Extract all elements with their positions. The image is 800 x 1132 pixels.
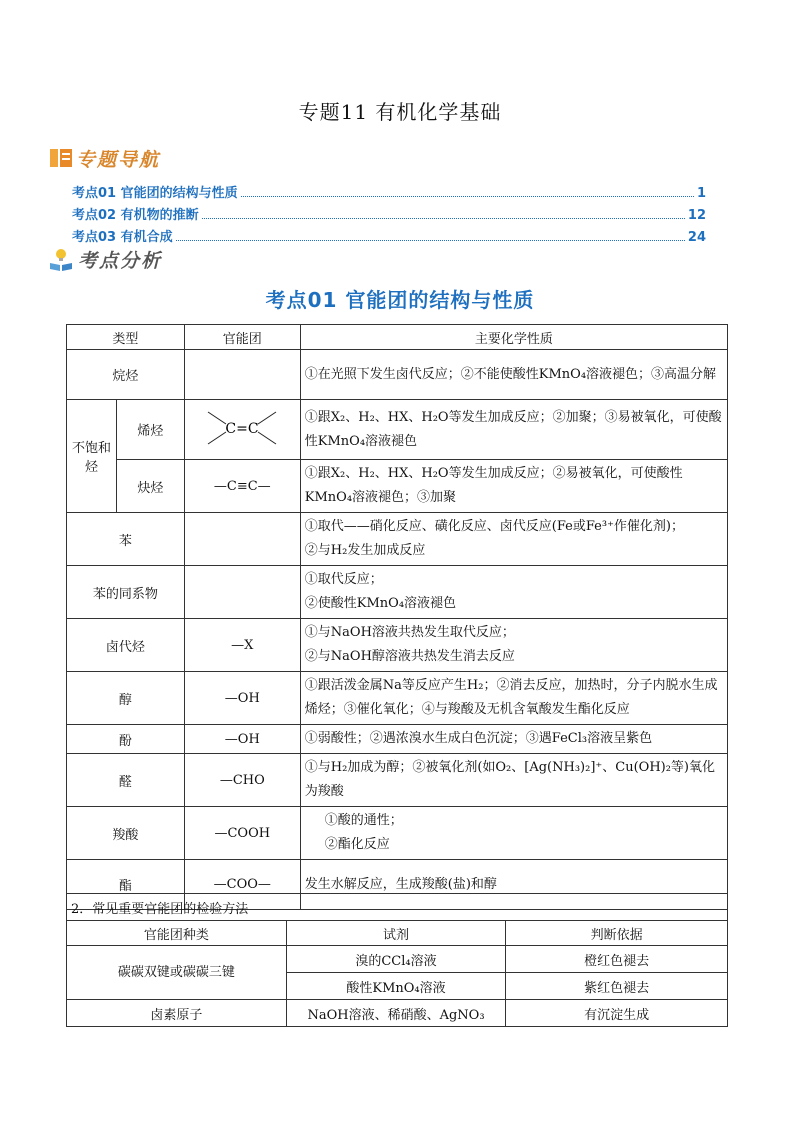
table-row (67, 672, 728, 725)
row-props: ①在光照下发生卤代反应；②不能使酸性KMnO₄溶液褪色；③高温分解 (300, 350, 727, 400)
row-group: —X (184, 619, 300, 672)
row-group: —COO— (184, 860, 300, 910)
toc-item-label[interactable]: 考点03 有机合成 (72, 230, 173, 245)
row-props: 发生水解反应，生成羧酸(盐)和醇 (300, 860, 727, 910)
row-prop-line: ②酯化反应 (324, 837, 390, 852)
row-type: 苯 (67, 513, 185, 566)
table-of-contents (72, 182, 706, 248)
table-row (67, 513, 728, 566)
row-type: 羧酸 (67, 807, 185, 860)
table-row (67, 946, 728, 973)
row-type: 醛 (67, 754, 185, 807)
lightbulb-book-icon (48, 246, 74, 272)
row-type: 酯 (67, 860, 185, 910)
row-props: ①跟X₂、H₂、HX、H₂O等发生加成反应；②易被氧化，可使酸性KMnO₄溶液褪色；③加聚 (300, 460, 727, 513)
table-row (67, 400, 728, 460)
header-basis: 判断依据 (506, 921, 728, 946)
row-group (184, 566, 300, 619)
alkene-formula: C=C (225, 420, 259, 437)
row-group: —CHO (184, 754, 300, 807)
analysis-header-label: 考点分析 (78, 249, 163, 272)
row-type: 烯烃 (116, 400, 184, 460)
row-props (300, 807, 727, 860)
functional-group-table (66, 324, 728, 910)
table-row (67, 725, 728, 754)
row-prop-line: ②与NaOH醇溶液共热发生消去反应 (304, 649, 515, 664)
toc-item-label[interactable]: 考点01 官能团的结构与性质 (72, 186, 238, 201)
row-prop-line: ①酸的通性； (324, 813, 403, 828)
row-props: ①跟X₂、H₂、HX、H₂O等发生加成反应；②加聚；③易被氧化，可使酸性KMnO₄溶液褪色 (300, 400, 727, 460)
analysis-header (48, 244, 162, 274)
table-row (67, 619, 728, 672)
alkene-structure (190, 404, 294, 452)
toc-item[interactable] (72, 204, 706, 226)
row-props: ①跟活泼金属Na等反应产生H₂；②消去反应，加热时，分子内脱水生成烯烃；③催化氧化；④与羧酸及无机含氧酸发生酯化反应 (300, 672, 727, 725)
toc-item-page[interactable]: 24 (687, 230, 706, 245)
row-group: —COOH (184, 807, 300, 860)
toc-item-page[interactable]: 1 (696, 186, 706, 201)
toc-leader (176, 240, 685, 241)
row-prop-line: ②与H₂发生加成反应 (304, 543, 426, 558)
row-reagent: 酸性KMnO₄溶液 (286, 973, 506, 1000)
nav-header (48, 143, 160, 173)
book-icon (48, 145, 74, 171)
row-type: 烷烃 (67, 350, 185, 400)
section-title: 考点01 官能团的结构与性质 (265, 288, 535, 312)
header-props: 主要化学性质 (300, 325, 727, 350)
row-type: 酚 (67, 725, 185, 754)
row-basis: 橙红色褪去 (506, 946, 728, 973)
toc-item-page[interactable]: 12 (687, 208, 706, 223)
table-note-row (67, 894, 728, 921)
table-row (67, 807, 728, 860)
row-kind: 碳碳双键或碳碳三键 (67, 946, 287, 1000)
row-type: 炔烃 (116, 460, 184, 513)
toc-leader (241, 196, 694, 197)
toc-item-label[interactable]: 考点02 有机物的推断 (72, 208, 199, 223)
toc-leader (202, 218, 685, 219)
row-props: ①弱酸性；②遇浓溴水生成白色沉淀；③遇FeCl₃溶液呈紫色 (300, 725, 727, 754)
table-header-row (67, 921, 728, 946)
row-basis: 有沉淀生成 (506, 1000, 728, 1027)
row-prop-line: ①取代——硝化反应、磺化反应、卤代反应(Fe或Fe³⁺作催化剂)； (304, 519, 685, 534)
row-props (300, 566, 727, 619)
table-note: 2．常见重要官能团的检验方法 (67, 894, 728, 921)
row-props (300, 513, 727, 566)
row-reagent: NaOH溶液、稀硝酸、AgNO₃ (286, 1000, 506, 1027)
table-row (67, 1000, 728, 1027)
toc-item[interactable] (72, 182, 706, 204)
row-type: 苯的同系物 (67, 566, 185, 619)
row-group (184, 513, 300, 566)
row-type: 醇 (67, 672, 185, 725)
row-group (184, 350, 300, 400)
table-row (67, 460, 728, 513)
row-group: —OH (184, 672, 300, 725)
row-parent: 不饱和烃 (67, 400, 117, 513)
row-group: —C≡C— (184, 460, 300, 513)
test-method-table (66, 893, 728, 1027)
row-group (184, 400, 300, 460)
table-row (67, 566, 728, 619)
nav-header-label: 专题导航 (76, 148, 161, 171)
row-basis: 紫红色褪去 (506, 973, 728, 1000)
page-title: 专题11 有机化学基础 (298, 100, 502, 124)
row-prop-line: ①与NaOH溶液共热发生取代反应； (304, 625, 515, 640)
toc-item[interactable] (72, 226, 706, 248)
row-reagent: 溴的CCl₄溶液 (286, 946, 506, 973)
table-row (67, 350, 728, 400)
header-type: 类型 (67, 325, 185, 350)
row-props: ①与H₂加成为醇；②被氧化剂(如O₂、[Ag(NH₃)₂]⁺、Cu(OH)₂等)氧化为羧酸 (300, 754, 727, 807)
header-reagent: 试剂 (286, 921, 506, 946)
table-row (67, 754, 728, 807)
row-kind: 卤素原子 (67, 1000, 287, 1027)
row-group: —OH (184, 725, 300, 754)
header-group: 官能团 (184, 325, 300, 350)
row-prop-line: ①取代反应； (304, 572, 383, 587)
row-props (300, 619, 727, 672)
row-prop-line: ②使酸性KMnO₄溶液褪色 (304, 596, 457, 611)
header-kind: 官能团种类 (67, 921, 287, 946)
table-header-row (67, 325, 728, 350)
row-type: 卤代烃 (67, 619, 185, 672)
